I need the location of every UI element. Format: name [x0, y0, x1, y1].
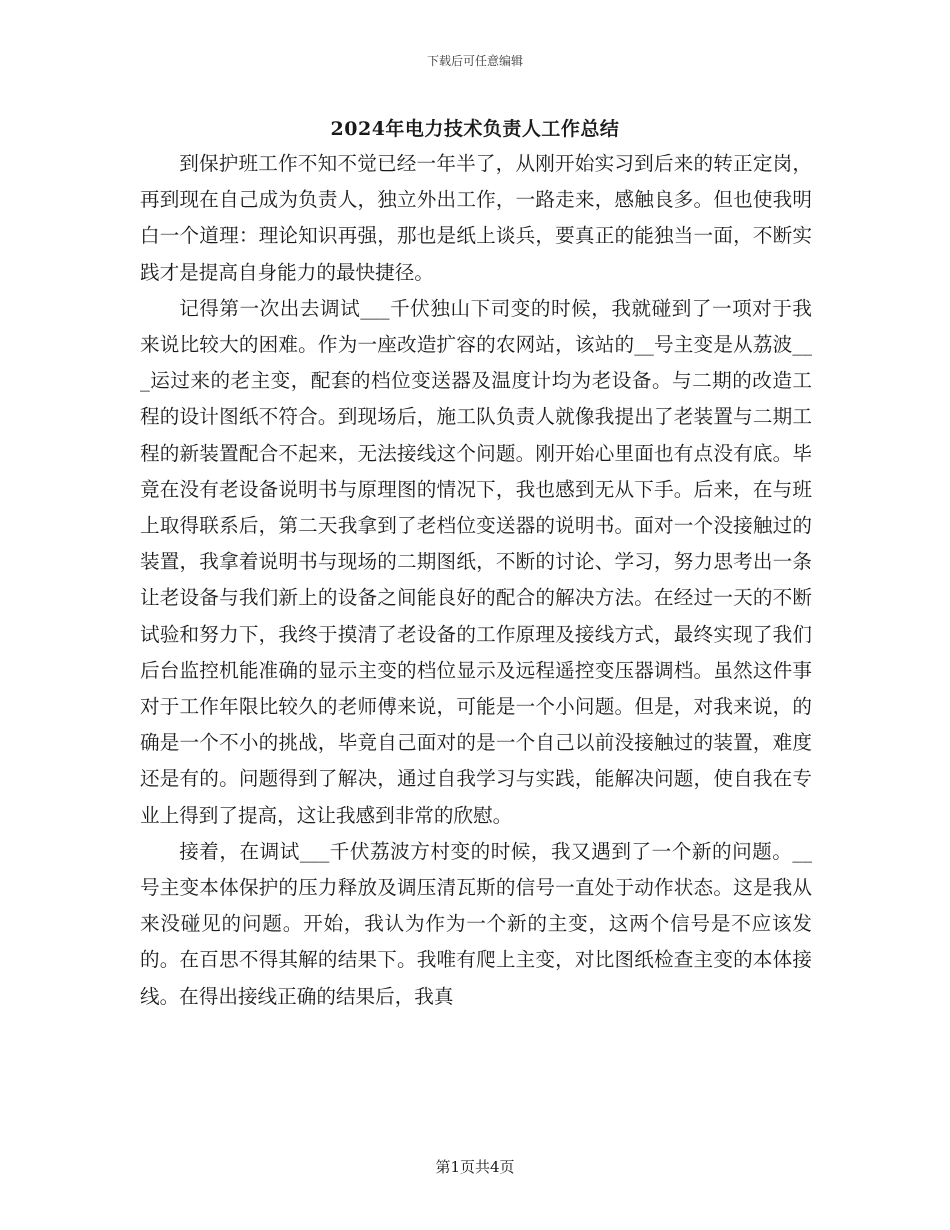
paragraph-1: 到保护班工作不知不觉已经一年半了，从刚开始实习到后来的转正定岗，再到现在自己成为负责人，独立外出工作，一路走来，感触良多。但也使我明白一个道理：理论知识再强，那也是纸上谈兵，要真正的能独当一面，不断实践才是提高自身能力的最快捷径。	[140, 152, 812, 284]
page-number: 第1页共4页	[435, 1158, 515, 1176]
page-header-note: 下载后可任意编辑	[426, 54, 523, 68]
document-body	[140, 146, 812, 1015]
paragraph-3: 接着，在调试___千伏荔波方村变的时候，我又遇到了一个新的问题。__号主变本体保护的压力释放及调压清瓦斯的信号一直处于动作状态。这是我从来没碰见的问题。开始，我认为作为一个新的主变，这两个信号是不应该发的。在百思不得其解的结果下。我唯有爬上主变，对比图纸检查主变的本体接线。在得出接线正确的结果后，我真	[140, 839, 812, 1008]
document-title: 2024年电力技术负责人工作总结	[330, 118, 620, 140]
paragraph-2: 记得第一次出去调试___千伏独山下司变的时候，我就碰到了一项对于我来说比较大的困难。作为一座改造扩容的农网站，该站的__号主变是从荔波___运过来的老主变，配套的档位变送器及温度计均为老设备。与二期的改造工程的设计图纸不符合。到现场后，施工队负责人就像我提出了老装置与二期工程的新装置配合不起来，无法接线这个问题。刚开始心里面也有点没有底。毕竟在没有老设备说明书与原理图的情况下，我也感到无从下手。后来，在与班上取得联系后，第二天我拿到了老档位变送器的说明书。面对一个没接触过的装置，我拿着说明书与现场的二期图纸，不断的讨论、学习，努力思考出一条让老设备与我们新上的设备之间能良好的配合的解决方法。在经过一天的不断试验和努力下，我终于摸清了老设备的工作原理及接线方式，最终实现了我们后台监控机能准确的显示主变的档位显示及远程遥控变压器调档。虽然这件事对于工作年限比较久的老师傅来说，可能是一个小问题。但是，对我来说，的确是一个不小的挑战，毕竟自己面对的是一个自己以前没接触过的装置，难度还是有的。问题得到了解决，通过自我学习与实践，能解决问题，使自我在专业上得到了提高，这让我感到非常的欣慰。	[140, 296, 812, 827]
